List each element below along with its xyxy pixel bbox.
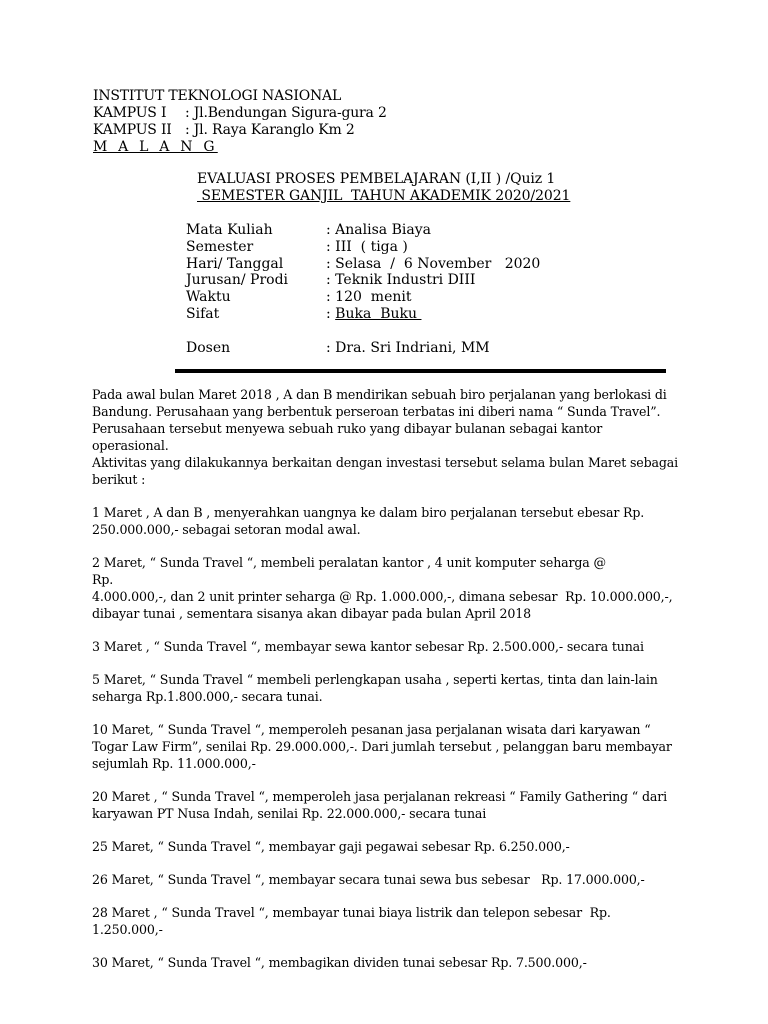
transaction-item: 2 Maret, “ Sunda Travel “, membeli peralatan kantor , 4 unit komputer seharga @ Rp. 4.000.000,-, dan 2 unit printer seharga @ Rp. 1.000.000,-, dimana sebesar Rp. 10.000.000,-, dibayar tunai , sementara sisanya akan dibayar pada bulan April 2018 bbox=[92, 555, 673, 621]
info-key: Mata Kuliah bbox=[186, 222, 273, 238]
campus-1-row bbox=[93, 105, 387, 122]
campus-2-row bbox=[93, 122, 387, 139]
transaction-item: 1 Maret , A dan B , menyerahkan uangnya ke dalam biro perjalanan tersebut ebesar Rp. 250.000.000,- sebagai setoran modal awal. bbox=[92, 505, 645, 537]
info-row-semester bbox=[186, 239, 540, 256]
course-info bbox=[186, 222, 540, 356]
info-key: Semester bbox=[186, 238, 254, 255]
city-name: M A L A N G bbox=[93, 139, 218, 155]
info-key: Jurusan/ Prodi bbox=[186, 272, 289, 289]
institution-header bbox=[93, 88, 387, 156]
info-value: : Selasa / 6 November 2020 bbox=[326, 255, 541, 272]
transaction-item: 20 Maret , “ Sunda Travel “, memperoleh jasa perjalanan rekreasi “ Family Gathering “ dari karyawan PT Nusa Indah, senilai Rp. 22.000.000,- secara tunai bbox=[92, 789, 667, 821]
info-spacer bbox=[186, 323, 540, 340]
lecturer-value: : Dra. Sri Indriani, MM bbox=[326, 339, 490, 356]
info-value-prefix: : bbox=[326, 305, 336, 322]
transaction-item: 28 Maret , “ Sunda Travel “, membayar tunai biaya listrik dan telepon sebesar Rp. 1.250.000,- bbox=[92, 905, 615, 937]
transaction-item: 30 Maret, “ Sunda Travel “, membagikan dividen tunai sebesar Rp. 7.500.000,- bbox=[92, 955, 587, 970]
info-value: : Analisa Biaya bbox=[326, 222, 431, 238]
info-key: Hari/ Tanggal bbox=[186, 255, 284, 272]
transaction-item: 25 Maret, “ Sunda Travel “, membayar gaji pegawai sebesar Rp. 6.250.000,- bbox=[92, 839, 570, 854]
info-value: : III ( tiga ) bbox=[326, 238, 408, 255]
institution-name: INSTITUT TEKNOLOGI NASIONAL bbox=[93, 88, 342, 104]
transaction-item: 26 Maret, “ Sunda Travel “, membayar secara tunai sewa bus sebesar Rp. 17.000.000,- bbox=[92, 872, 645, 887]
info-row-duration bbox=[186, 289, 540, 306]
info-row-lecturer bbox=[186, 340, 540, 357]
info-row-course bbox=[186, 222, 540, 239]
info-row-program bbox=[186, 272, 540, 289]
case-body bbox=[92, 386, 682, 987]
campus-1-address: : Jl.Bendungan Sigura-gura 2 bbox=[185, 105, 387, 121]
evaluation-title-line-2: SEMESTER GANJIL TAHUN AKADEMIK 2020/2021 bbox=[197, 188, 571, 204]
info-key: Waktu bbox=[186, 289, 231, 306]
evaluation-title bbox=[197, 171, 570, 205]
header-divider-rule bbox=[175, 369, 666, 373]
transaction-item: 5 Maret, “ Sunda Travel “ membeli perlengkapan usaha , seperti kertas, tinta dan lain-lain seharga Rp.1.800.000,- secara tunai. bbox=[92, 672, 658, 704]
evaluation-title-line-1: EVALUASI PROSES PEMBELAJARAN (I,II ) /Quiz 1 bbox=[197, 171, 556, 187]
info-value: : 120 menit bbox=[326, 289, 412, 306]
campus-2-address: : Jl. Raya Karanglo Km 2 bbox=[185, 122, 355, 138]
transaction-item: 3 Maret , “ Sunda Travel “, membayar sewa kantor sebesar Rp. 2.500.000,- secara tunai bbox=[92, 639, 644, 654]
campus-1-label: KAMPUS I bbox=[93, 105, 167, 121]
transaction-item: 10 Maret, “ Sunda Travel “, memperoleh pesanan jasa perjalanan wisata dari karyawan “ Togar Law Firm”, senilai Rp. 29.000.000,-. Dari jumlah tersebut , pelanggan baru membayar sejumlah Rp. 11.000.000,- bbox=[92, 722, 672, 771]
lecturer-key: Dosen bbox=[186, 339, 231, 356]
info-key: Sifat bbox=[186, 305, 220, 322]
info-row-exam-type bbox=[186, 306, 540, 323]
info-row-date bbox=[186, 256, 540, 273]
campus-2-label: KAMPUS II bbox=[93, 122, 172, 138]
info-value: Buka Buku bbox=[335, 305, 422, 322]
intro-paragraph: Pada awal bulan Maret 2018 , A dan B mendirikan sebuah biro perjalanan yang berlokasi di Bandung. Perusahaan yang berbentuk perseroan terbatas ini diberi nama “ Sunda Travel”. Perusahaan tersebut menyewa sebuah ruko yang dibayar bulanan sebagai kantor operasional. Aktivitas yang dilakukannya berkaitan dengan investasi tersebut selama bulan Maret sebagai berikut : bbox=[92, 387, 679, 487]
info-value: : Teknik Industri DIII bbox=[326, 272, 476, 289]
